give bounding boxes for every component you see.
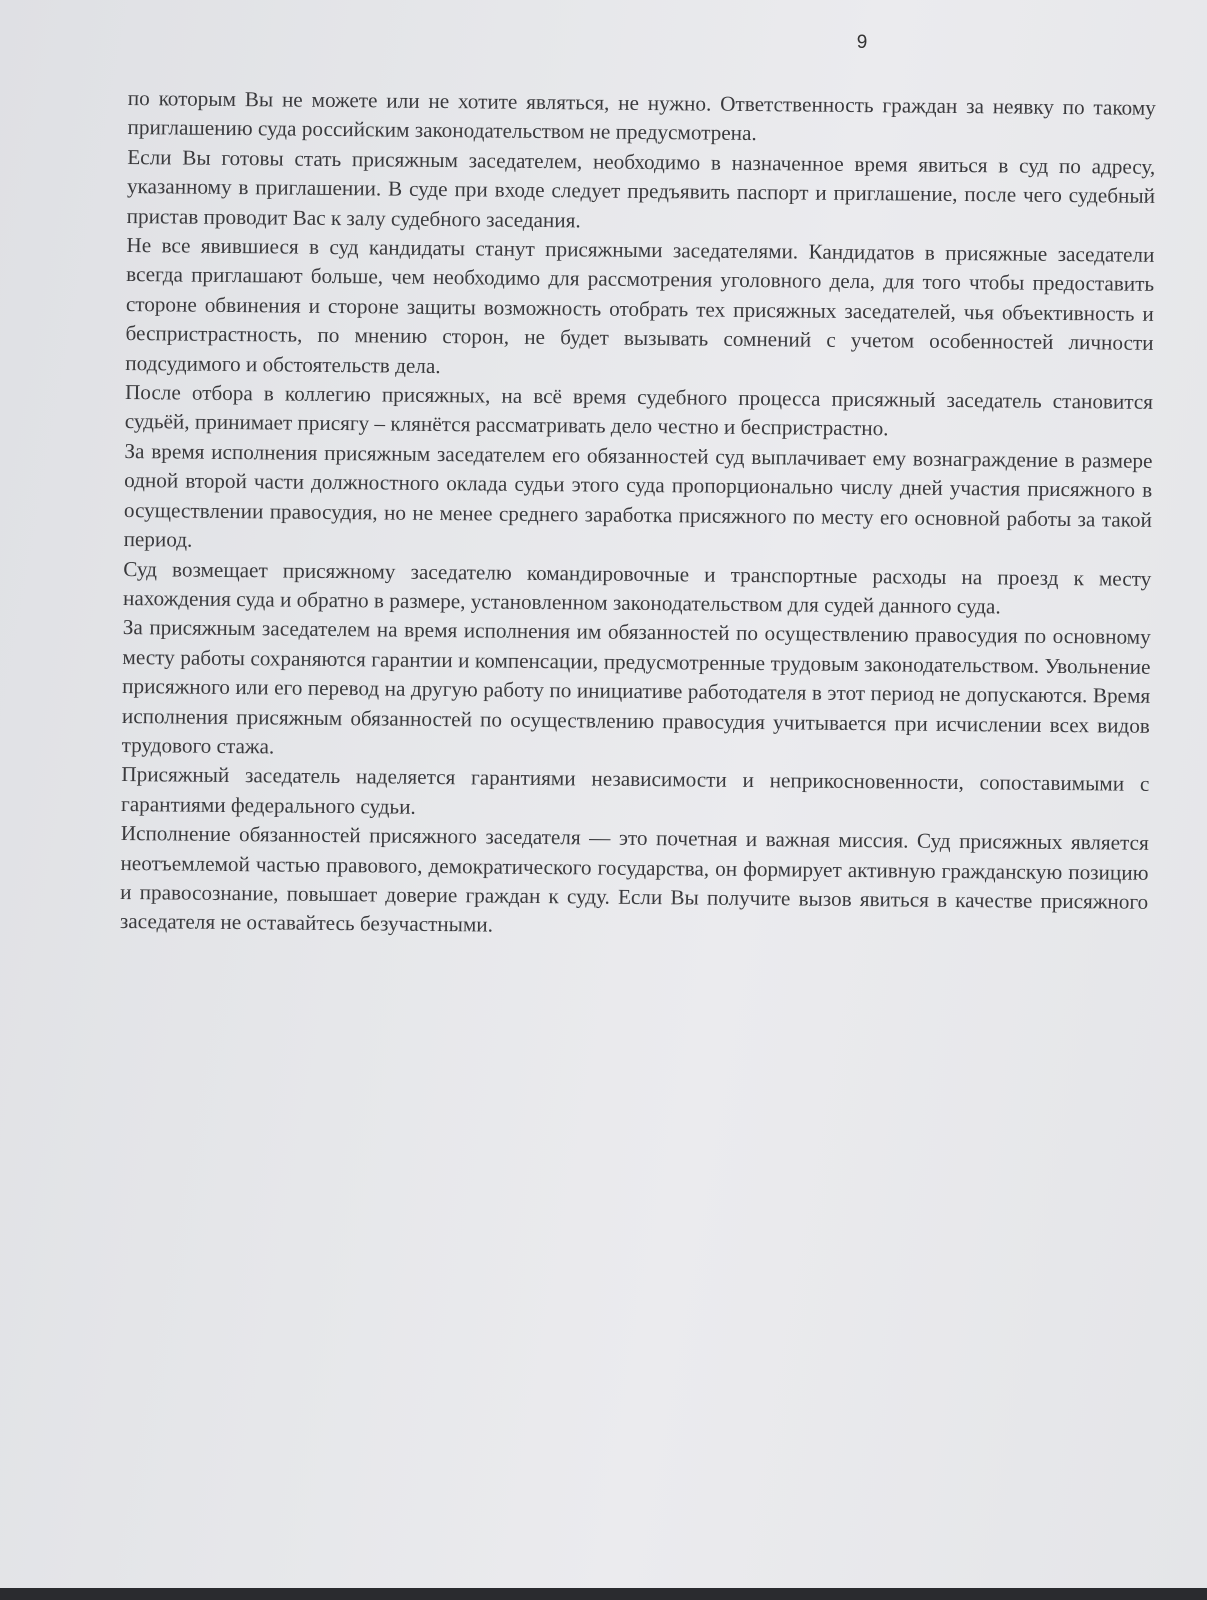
- paragraph-5: За время исполнения присяжным заседателем его обязанностей суд выплачивает ему вознаграждение в размере одной второй части должностного оклада судьи этого суда пропорционально числу дней участия присяжного в осуществлении правосудия, но не менее среднего заработка присяжного по месту его основной работы за такой период.: [123, 438, 1153, 552]
- paragraph-9: Исполнение обязанностей присяжного заседателя — это почетная и важная миссия. Суд присяжных является неотъемлемой частью правового, демократического государства, он формирует активную гражданскую позицию и правосознание, повышает доверие граждан к суду. Если Вы получите вызов явиться в качестве присяжного заседателя не оставайтесь безучастными.: [119, 821, 1149, 937]
- table-surface-edge: [0, 1588, 1207, 1600]
- paragraph-1: по которым Вы не можете или не хотите являться, не нужно. Ответственность граждан за неявку по такому приглашению суда российским законодательством не предусмотрена.: [127, 85, 1156, 146]
- body-text: [120, 84, 1156, 947]
- paragraph-3: Не все явившиеся в суд кандидаты станут присяжными заседателями. Кандидатов в присяжные заседатели всегда приглашают больше, чем необходимо для рассмотрения уголовного дела, для того чтобы предоставить стороне обвинения и стороне защиты возможность отобрать тех присяжных заседателей, чья объективность и беспристрастность, по мнению сторон, не будет вызывать сомнений с учетом особенностей личности подсудимого и обстоятельств дела.: [125, 233, 1155, 378]
- page-number: 9: [856, 32, 868, 53]
- paragraph-8: Присяжный заседатель наделяется гарантиями независимости и неприкосновенности, сопоставимыми с гарантиями федерального судьи.: [120, 762, 1150, 819]
- paragraph-7: За присяжным заседателем на время исполнения им обязанностей по осуществлению правосудия по основному месту работы сохраняются гарантии и компенсации, предусмотренные трудовым законодательством. Увольнение присяжного или его перевод на другую работу по инициативе работодателя в этот период не допускаются. Время исполнения присяжным обязанностей по осуществлению правосудия учитывается при исчислении всех видов трудового стажа.: [121, 615, 1151, 759]
- paragraph-6: Суд возмещает присяжному заседателю командировочные и транспортные расходы на проезд к месту нахождения суда и обратно в размере, установленном законодательством для судей данного суда.: [122, 556, 1152, 619]
- paragraph-4: После отбора в коллегию присяжных, на всё время судебного процесса присяжный заседатель становится судьёй, принимает присягу – клянётся рассматривать дело честно и беспристрастно.: [124, 380, 1154, 441]
- paragraph-2: Если Вы готовы стать присяжным заседателем, необходимо в назначенное время явиться в суд по адресу, указанному в приглашении. В суде при входе следует предъявить паспорт и приглашение, после чего судебный пристав проводит Вас к залу судебного заседания.: [126, 144, 1156, 232]
